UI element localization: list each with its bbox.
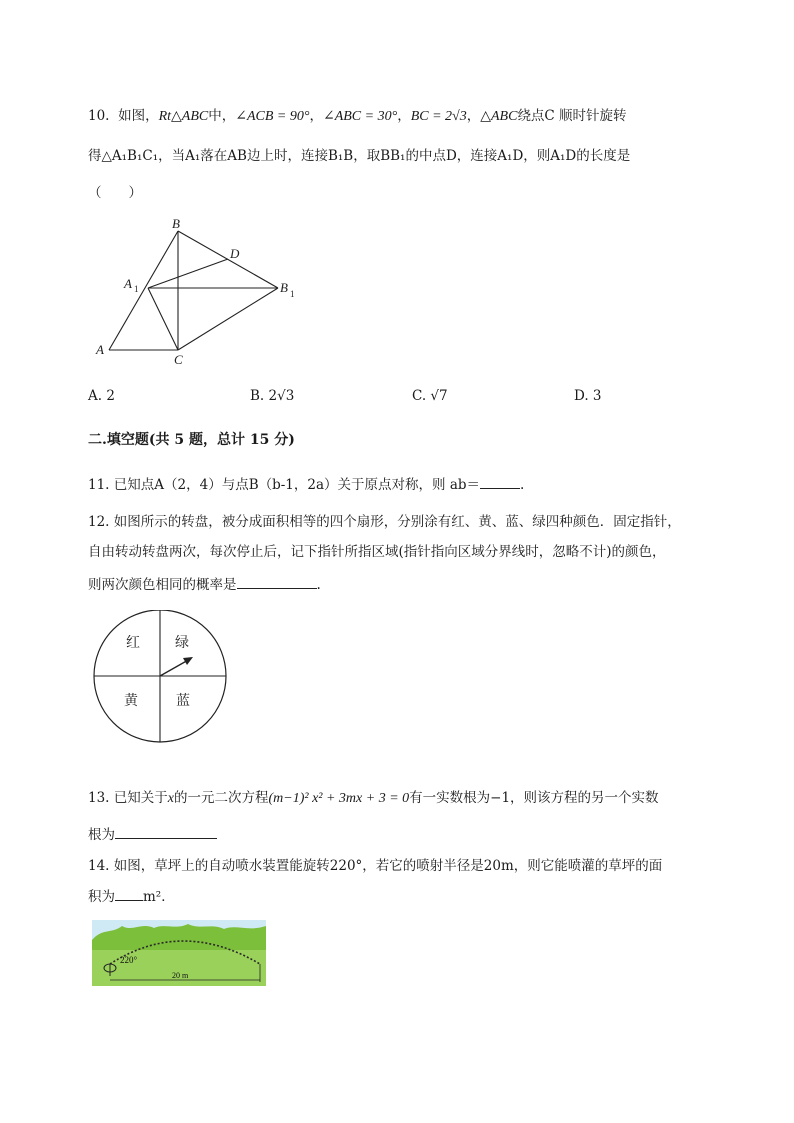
q10-line1: 10. 如图，Rt△ABC中，∠ACB = 90°，∠ABC = 30°，BC = 2√3，△ABC绕点C 顺时针旋转 [88, 108, 627, 124]
q14-answer-blank[interactable] [115, 886, 143, 901]
bc-length: BC = 2√3 [410, 109, 467, 124]
q10-line2: 得△A₁B₁C₁，当A₁落在AB边上时，连接B₁B，取BB₁的中点D，连接A₁D，则A₁D的长度是 [88, 148, 631, 164]
q10-option-c: C. √7 [412, 388, 448, 404]
grass [92, 950, 266, 986]
sector-yellow: 黄 [124, 694, 138, 709]
q14-line1: 14. 如图，草坪上的自动喷水装置能旋转220°，若它的喷射半径是20m，则它能喷灌的草坪的面 [88, 858, 663, 874]
sprinkler-figure [92, 920, 266, 986]
section-title: 二.填空题(共 5 题，总计 15 分) [88, 432, 295, 448]
label-d: D [230, 246, 240, 261]
q13-line1: 13. 已知关于x的一元二次方程(m−1)² x² + 3mx + 3 = 0有一实数根为−1，则该方程的另一个实数 [88, 790, 659, 806]
svg-text:1: 1 [134, 284, 139, 294]
segment-a1d [148, 259, 228, 288]
q10-option-a: A. 2 [88, 388, 115, 404]
q12-line2: 自由转动转盘两次，每次停止后，记下指针所指区域(指针指向区域分界线时，忽略不计)的颜色， [88, 544, 666, 560]
q12-answer-blank[interactable] [237, 574, 317, 589]
q10-answer-paren: （ ） [88, 185, 142, 201]
angle-abc: ∠ABC = 30° [322, 109, 398, 124]
q10-triangle-figure [90, 212, 310, 372]
q12-line1: 12. 如图所示的转盘，被分成面积相等的四个扇形，分别涂有红、黄、蓝、绿四种颜色．固定指针， [88, 514, 681, 530]
segment-a1c [148, 288, 178, 350]
q10-option-b: B. 2√3 [250, 388, 295, 404]
spinner-figure [90, 610, 230, 745]
q10-option-d: D. 3 [574, 388, 602, 404]
svg-text:1: 1 [290, 289, 295, 299]
label-b: B [172, 216, 180, 231]
q10-number: 10. [88, 108, 110, 124]
radius-label: 20 m [172, 971, 189, 980]
label-b1: B [280, 280, 288, 295]
label-c: C [174, 352, 183, 367]
q11: 11. 已知点A（2，4）与点B（b-1，2a）关于原点对称，则 ab＝ . [88, 474, 524, 495]
arrow-head-icon [183, 657, 193, 665]
q11-answer-blank[interactable] [480, 474, 520, 489]
sector-red: 红 [126, 636, 140, 651]
sector-blue: 蓝 [176, 694, 190, 709]
q14-line2: 积为 m²． [88, 886, 175, 907]
segment-ab [109, 231, 178, 350]
angle-label: 220° [120, 955, 138, 965]
q13-answer-blank[interactable] [115, 824, 217, 839]
segment-cb1 [178, 288, 278, 350]
label-a: A [96, 342, 104, 357]
q13-line2: 根为 [88, 824, 217, 845]
label-a1: A [124, 276, 132, 291]
q12-line3: 则两次颜色相同的概率是 . [88, 574, 321, 595]
angle-acb: ∠ACB = 90° [235, 109, 310, 124]
q13-equation: (m−1)² x² + 3mx + 3 = 0 [268, 791, 410, 806]
sector-green: 绿 [175, 636, 189, 651]
